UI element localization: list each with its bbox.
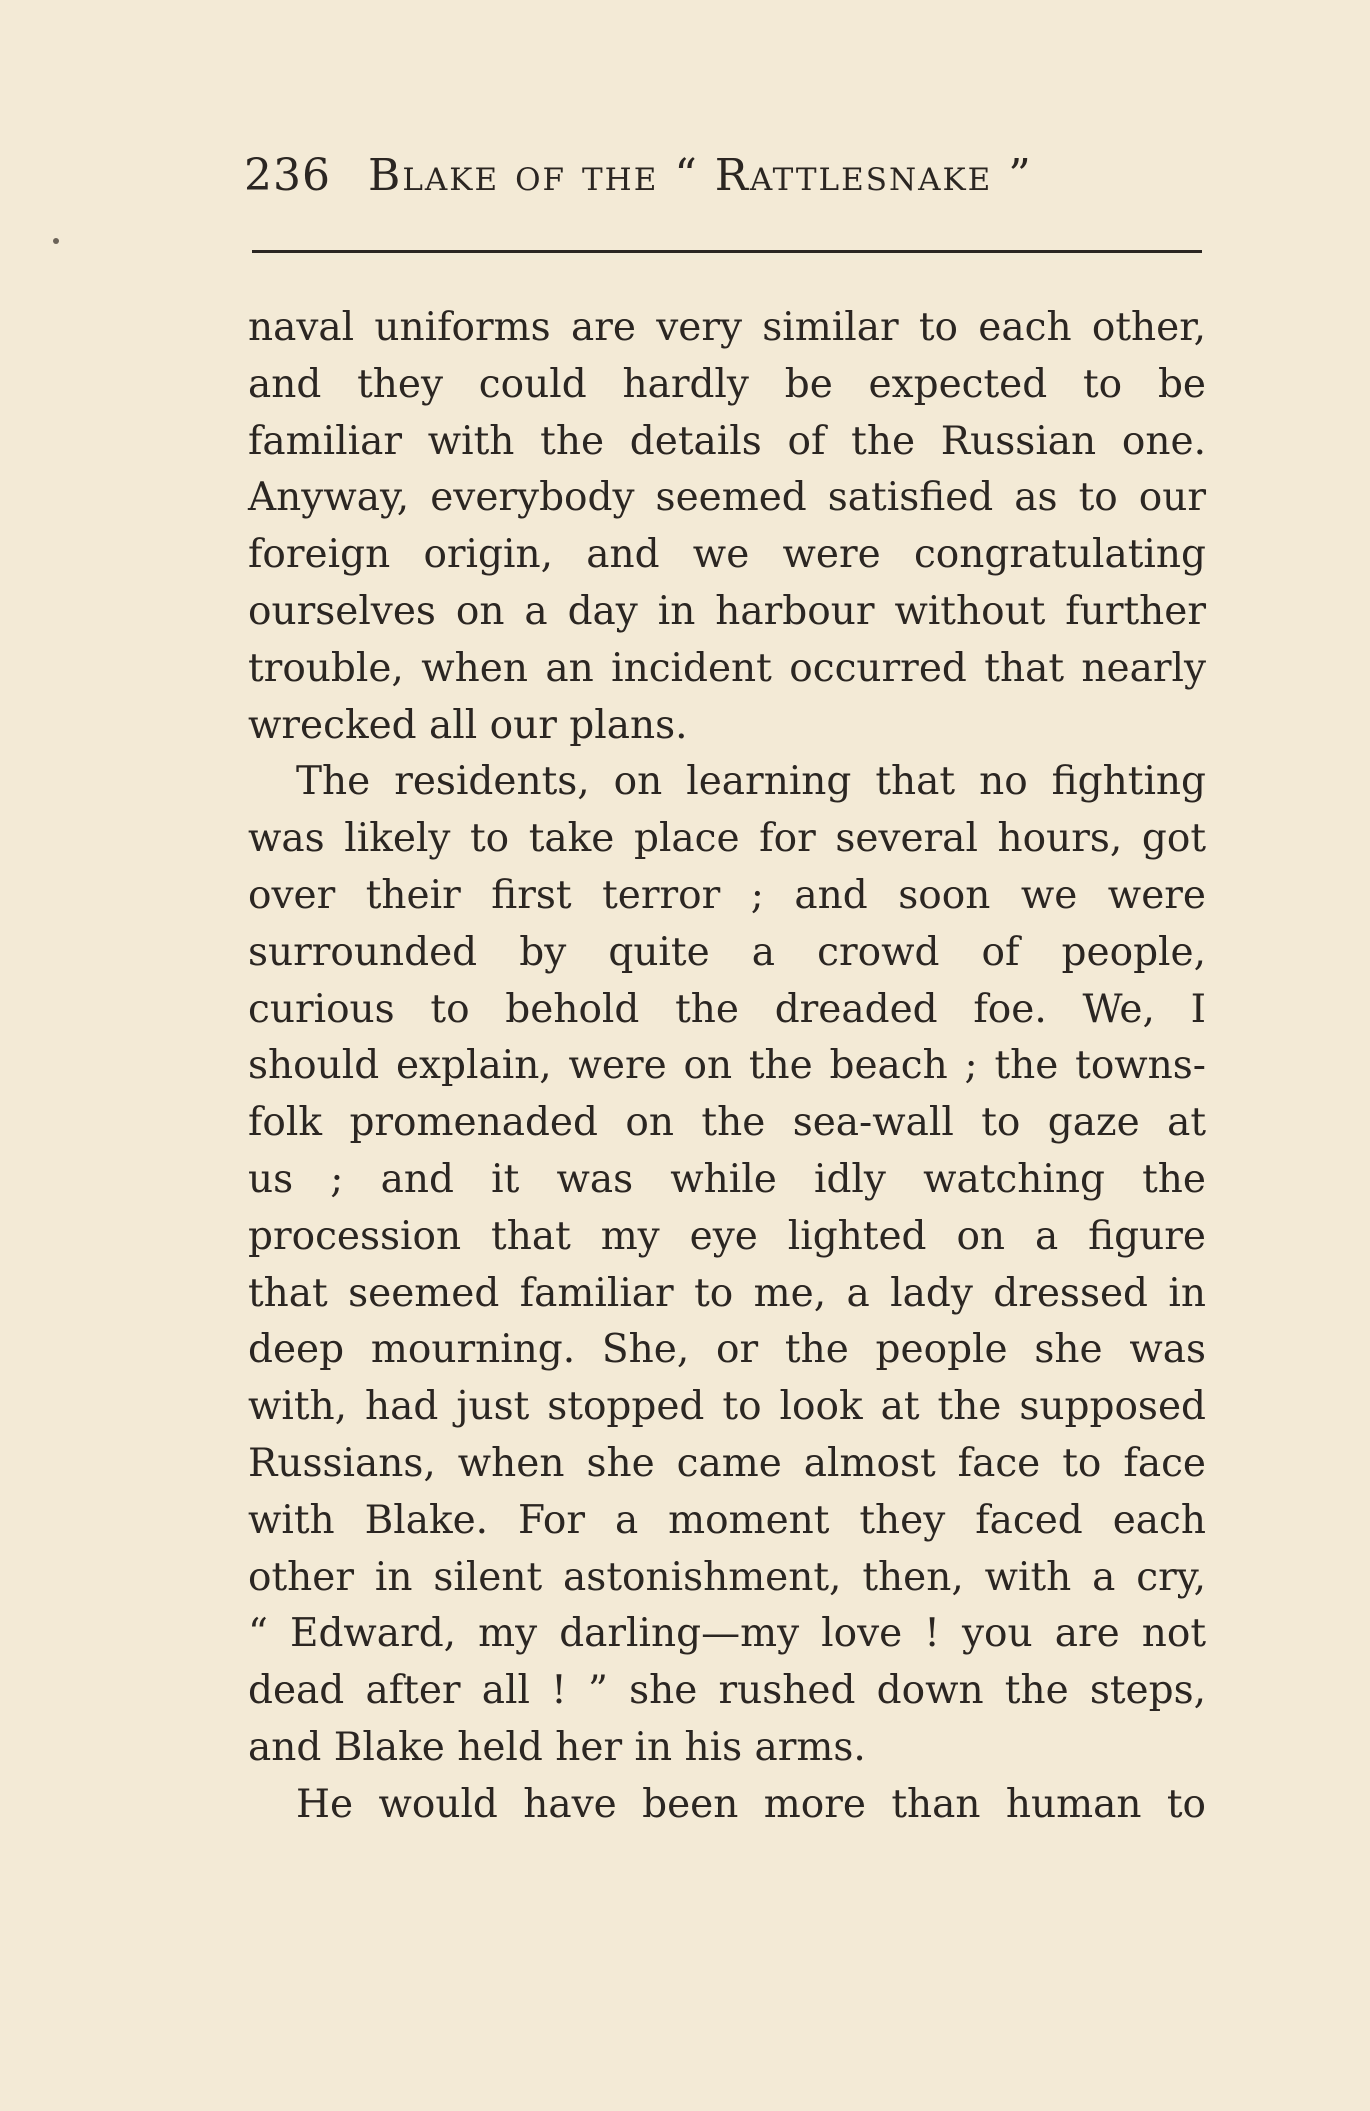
text-line: The residents, on learning that no fighting — [296, 759, 1206, 805]
text-line: “ Edward, my darling—my love ! you are not — [248, 1611, 1206, 1657]
text-line: with Blake. For a moment they faced each — [248, 1497, 1206, 1543]
text-line: procession that my eye lighted on a figure — [248, 1213, 1206, 1259]
text-line: that seemed familiar to me, a lady dressed in — [248, 1270, 1206, 1316]
text-line: familiar with the details of the Russian one. — [248, 418, 1206, 464]
text-line: Russians, when she came almost face to face — [248, 1440, 1206, 1486]
text-line: curious to behold the dreaded foe. We, I — [248, 986, 1206, 1032]
text-line: and Blake held her in his arms. — [248, 1724, 866, 1770]
text-line: should explain, were on the beach ; the towns- — [248, 1043, 1206, 1089]
running-header — [244, 150, 1204, 210]
text-line: Anyway, everybody seemed satisfied as to our — [248, 475, 1206, 521]
text-line: with, had just stopped to look at the supposed — [248, 1384, 1206, 1430]
text-line: naval uniforms are very similar to each other, — [248, 305, 1206, 350]
text-line: and they could hardly be expected to be — [248, 361, 1206, 407]
header-rule — [252, 250, 1202, 253]
text-line: deep mourning. She, or the people she was — [248, 1327, 1206, 1373]
text-line: He would have been more than human to — [296, 1781, 1206, 1827]
text-line: folk promenaded on the sea-wall to gaze at — [248, 1100, 1206, 1146]
text-line: trouble, when an incident occurred that nearly — [248, 645, 1206, 691]
text-line: wrecked all our plans. — [248, 702, 688, 748]
text-line: other in silent astonishment, then, with a cry, — [248, 1554, 1206, 1600]
margin-speck — [53, 238, 59, 244]
text-line: surrounded by quite a crowd of people, — [248, 929, 1206, 975]
text-line: dead after all ! ” she rushed down the steps, — [248, 1668, 1206, 1714]
text-line: us ; and it was while idly watching the — [248, 1156, 1206, 1202]
text-line: over their first terror ; and soon we were — [248, 872, 1206, 918]
text-line: was likely to take place for several hours, got — [248, 816, 1206, 862]
page-number: 236 — [244, 150, 331, 201]
text-line: ourselves on a day in harbour without further — [248, 588, 1206, 634]
text-line: foreign origin, and we were congratulating — [248, 532, 1206, 578]
body-text — [248, 300, 1206, 1834]
running-title: Blake of the “ Rattlesnake ” — [368, 150, 1033, 201]
